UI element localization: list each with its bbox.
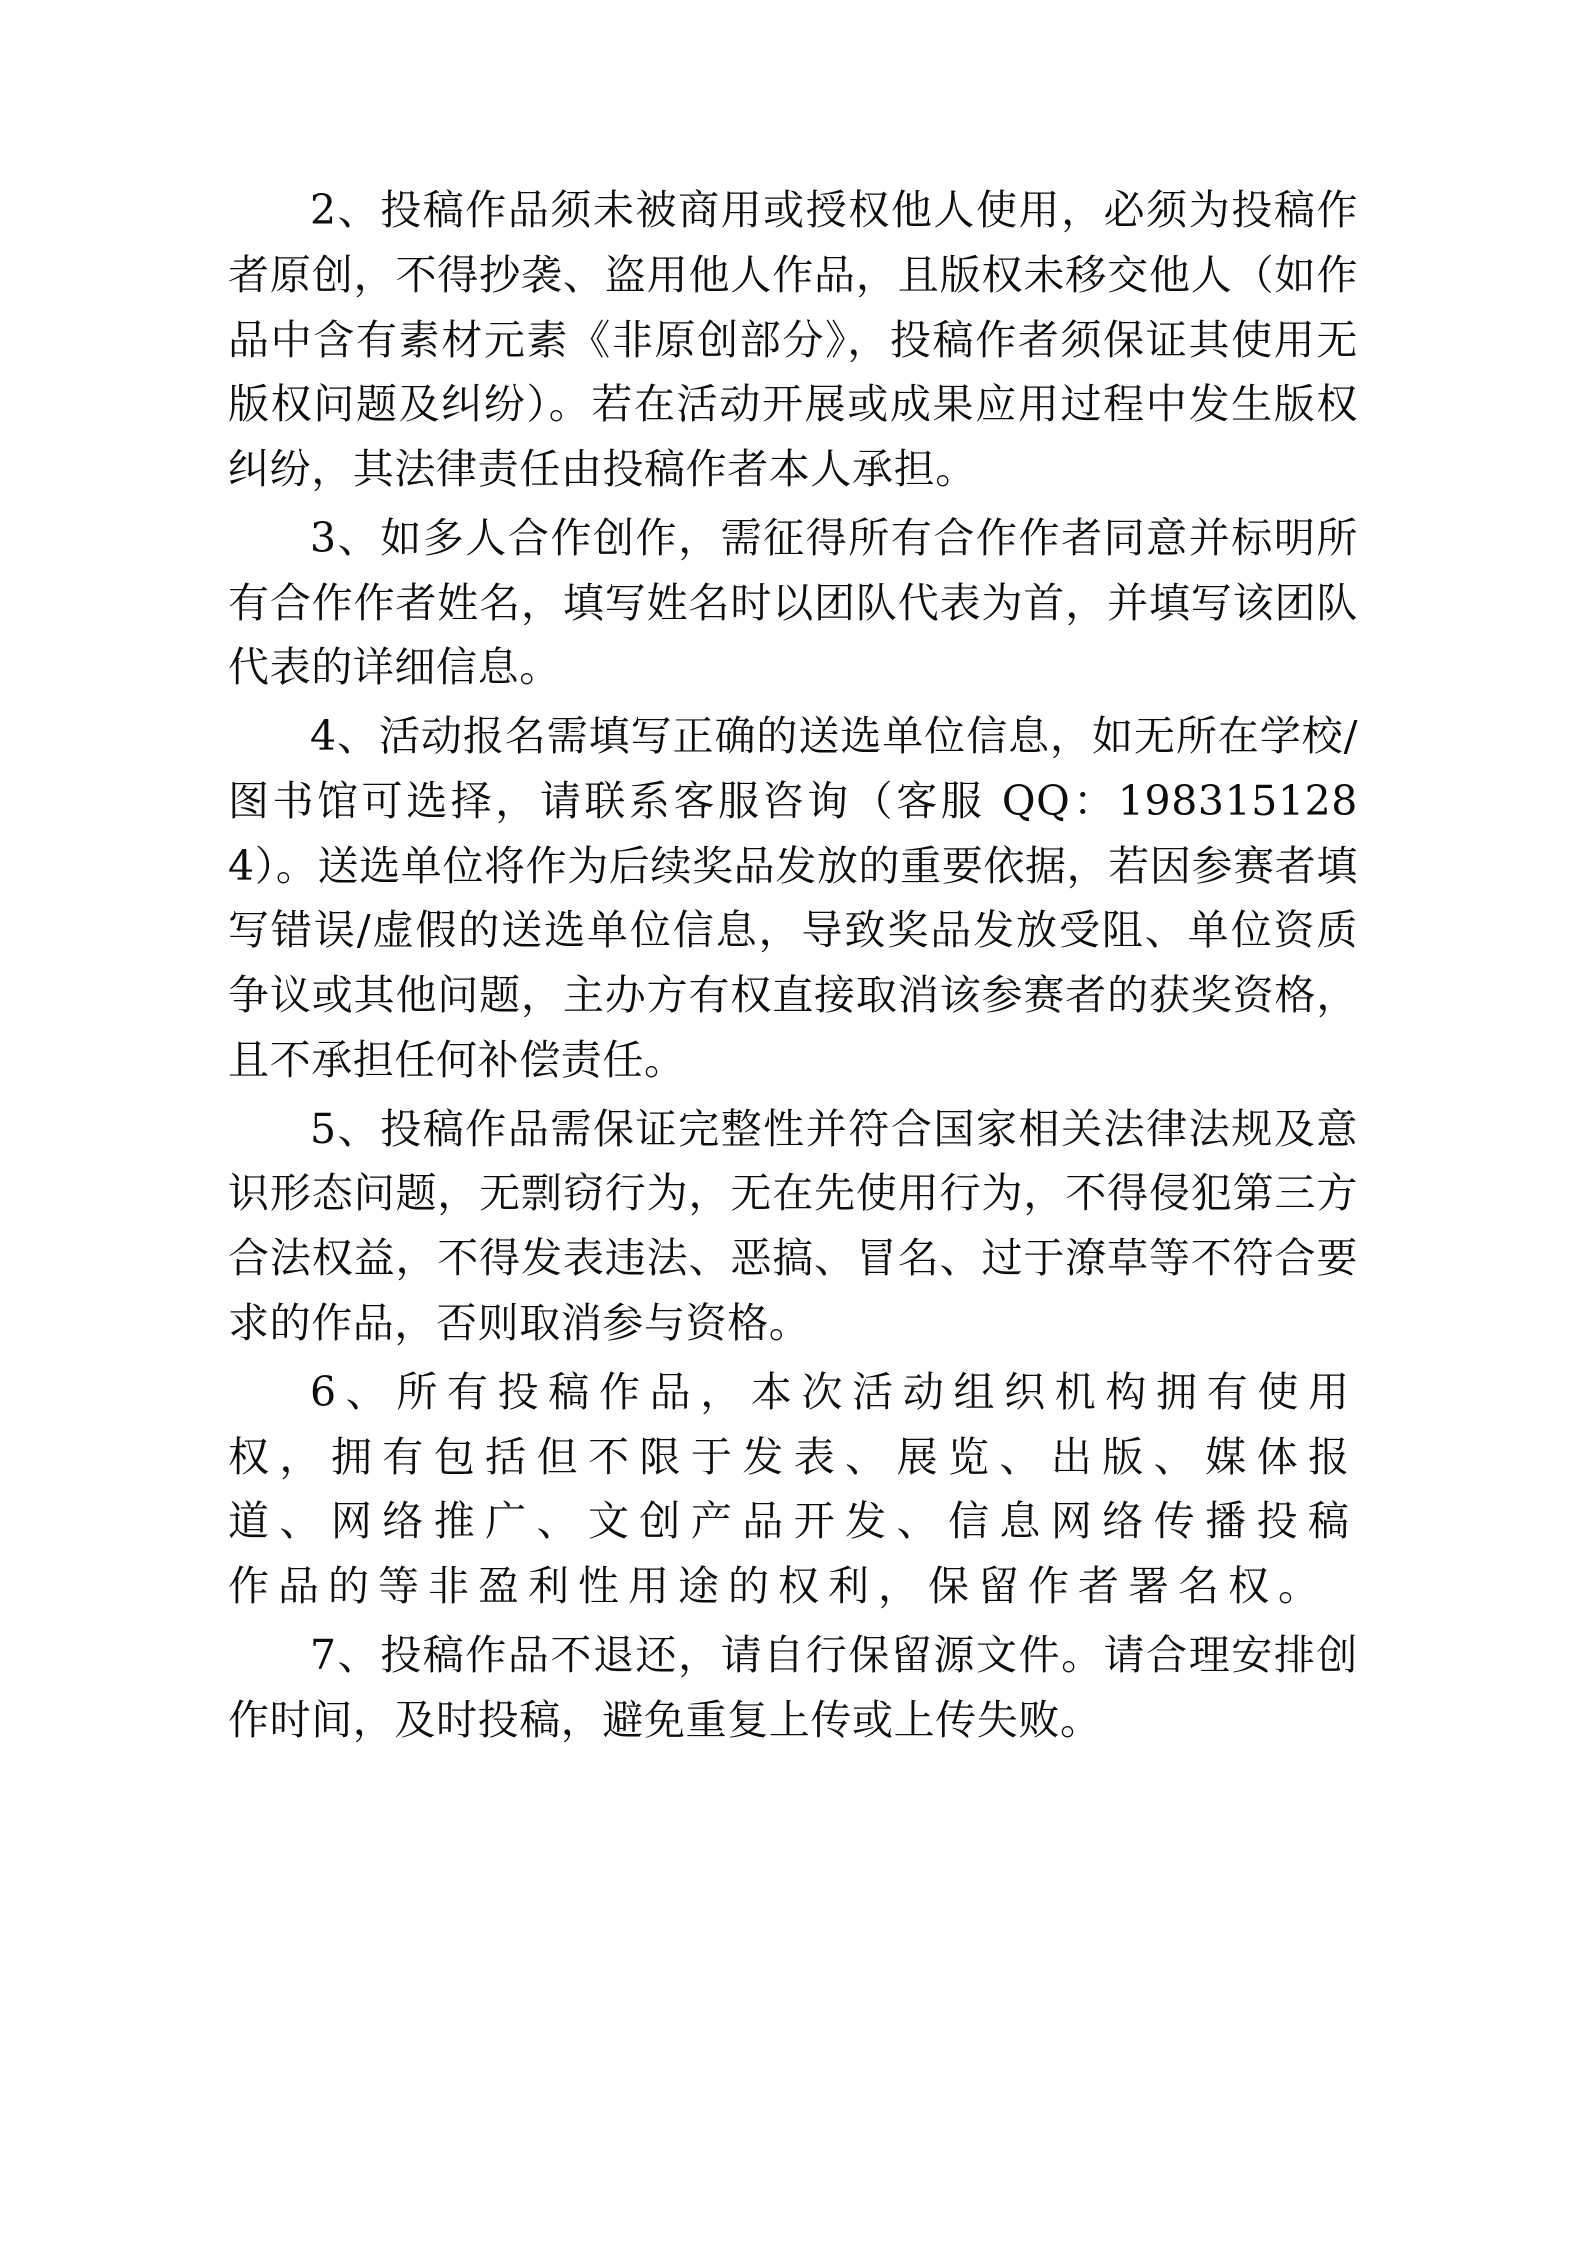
paragraph-item-3: 3、如多人合作创作，需征得所有合作作者同意并标明所有合作作者姓名，填写姓名时以团队代表为首，并填写该团队代表的详细信息。 (228, 513, 1358, 692)
paragraph-item-5: 5、投稿作品需保证完整性并符合国家相关法律法规及意识形态问题，无剽窃行为，无在先使用行为，不得侵犯第三方合法权益，不得发表违法、恶搞、冒名、过于潦草等不符合要求的作品，否则取消参与资格。 (228, 1104, 1358, 1348)
paragraph-item-6: 6、所有投稿作品，本次活动组织机构拥有使用权，拥有包括但不限于发表、展览、出版、媒体报道、网络推广、文创产品开发、信息网络传播投稿作品的等非盈利性用途的权利，保留作者署名权。 (228, 1367, 1358, 1611)
paragraph-item-2: 2、投稿作品须未被商用或授权他人使用，必须为投稿作者原创，不得抄袭、盗用他人作品，且版权未移交他人（如作品中含有素材元素《非原创部分》，投稿作者须保证其使用无版权问题及纠纷）。若在活动开展或成果应用过程中发生版权纠纷，其法律责任由投稿作者本人承担。 (228, 186, 1358, 494)
paragraph-item-7: 7、投稿作品不退还，请自行保留源文件。请合理安排创作时间，及时投稿，避免重复上传或上传失败。 (228, 1630, 1358, 1744)
paragraph-item-4: 4、活动报名需填写正确的送选单位信息，如无所在学校/图书馆可选择，请联系客服咨询（客服 QQ：1983151284）。送选单位将作为后续奖品发放的重要依据，若因参赛者填写错误/虚假的送选单位信息，导致奖品发放受阻、单位资质争议或其他问题，主办方有权直接取消该参赛者的获奖资格，且不承担任何补偿责任。 (228, 712, 1358, 1084)
document-body (228, 178, 1358, 1756)
